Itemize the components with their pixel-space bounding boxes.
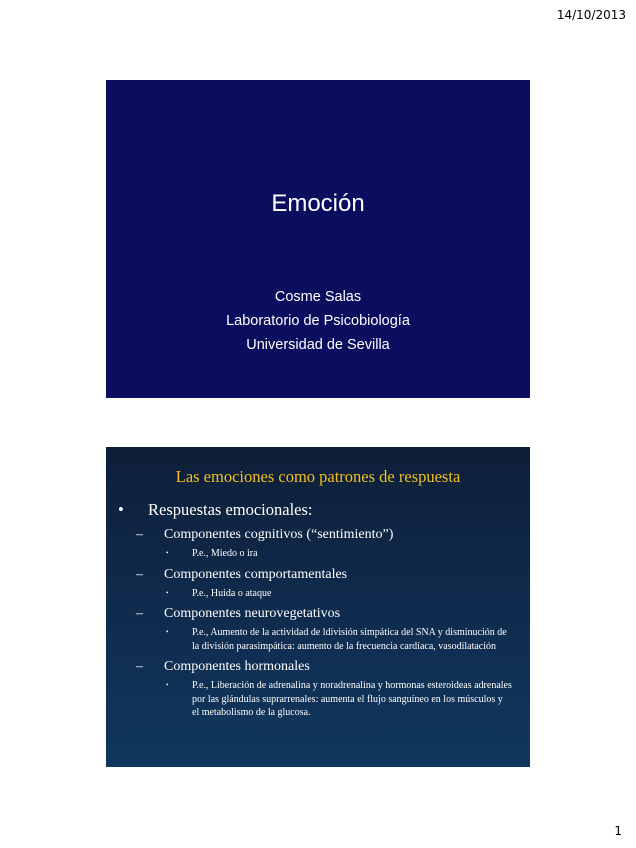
small-bullet-marker: •	[166, 681, 169, 689]
content-slide	[106, 447, 530, 767]
small-bullet-marker: •	[166, 628, 169, 636]
small-bullet-marker: •	[166, 549, 169, 557]
component-detail-text: P.e., Aumento de la actividad de ldivisión simpática del SNA y disminución de la división parasimpática: aumento de la frecuencia cardíaca, vasodilatación	[192, 627, 507, 652]
author-block	[106, 285, 530, 357]
component-item	[136, 567, 512, 583]
component-item	[136, 606, 512, 622]
slide-heading: Las emociones como patrones de respuesta	[175, 467, 461, 486]
university-name: Universidad de Sevilla	[246, 337, 390, 353]
dash-marker: –	[136, 606, 143, 621]
component-detail	[166, 626, 512, 653]
page-date: 14/10/2013	[556, 8, 626, 22]
bullet-text: Respuestas emocionales:	[148, 500, 313, 519]
bullet-marker: •	[118, 500, 124, 519]
component-item	[136, 659, 512, 675]
title-slide	[106, 80, 530, 398]
small-bullet-marker: •	[166, 588, 169, 597]
dash-marker: –	[136, 527, 143, 542]
component-detail	[166, 679, 512, 720]
author-name: Cosme Salas	[274, 289, 362, 305]
bullet-item	[116, 500, 512, 520]
page-number: 1	[614, 824, 622, 838]
component-label: Componentes comportamentales	[164, 566, 348, 582]
lab-name: Laboratorio de Psicobiología	[226, 313, 410, 329]
component-label: Componentes neurovegetativos	[164, 606, 341, 621]
component-detail-text: P.e., Huida o ataque	[192, 587, 272, 599]
component-item	[136, 527, 512, 543]
component-label: Componentes hormonales	[164, 659, 310, 674]
component-detail-text: P.e., Miedo o ira	[192, 548, 258, 559]
component-detail	[166, 587, 512, 601]
dash-marker: –	[136, 566, 143, 582]
component-detail	[166, 547, 512, 561]
component-label: Componentes cognitivos (“sentimiento”)	[164, 527, 394, 542]
slide-title: Emoción	[271, 190, 365, 217]
dash-marker: –	[136, 659, 143, 674]
component-detail-text: P.e., Liberación de adrenalina y noradrenalina y hormonas esteroideas adrenales por las glándulas suprarrenales: aumenta el flujo sanguíneo en los músculos y el metabolismo de la glucosa.	[192, 680, 512, 718]
